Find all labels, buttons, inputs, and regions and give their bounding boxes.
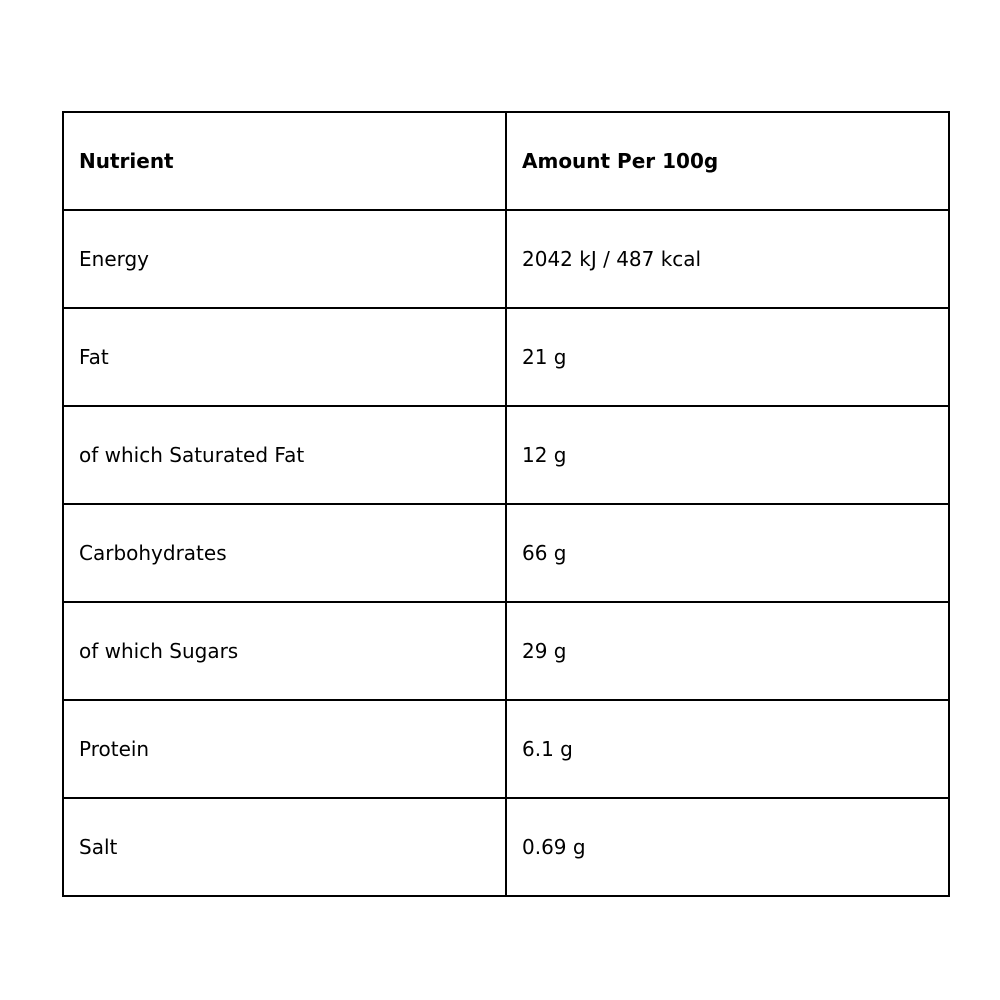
amount-cell: 29 g bbox=[506, 602, 949, 700]
amount-cell: 6.1 g bbox=[506, 700, 949, 798]
amount-cell: 0.69 g bbox=[506, 798, 949, 896]
nutrient-cell: of which Saturated Fat bbox=[63, 406, 506, 504]
table-row bbox=[63, 210, 949, 308]
nutrient-cell: Carbohydrates bbox=[63, 504, 506, 602]
table-row bbox=[63, 504, 949, 602]
table-row bbox=[63, 798, 949, 896]
nutrient-cell: Salt bbox=[63, 798, 506, 896]
nutrient-cell: Fat bbox=[63, 308, 506, 406]
nutrient-cell: Energy bbox=[63, 210, 506, 308]
table-row bbox=[63, 308, 949, 406]
amount-cell: 2042 kJ / 487 kcal bbox=[506, 210, 949, 308]
nutrient-cell: of which Sugars bbox=[63, 602, 506, 700]
header-nutrient: Nutrient bbox=[63, 112, 506, 210]
table-row bbox=[63, 406, 949, 504]
amount-cell: 12 g bbox=[506, 406, 949, 504]
table-row bbox=[63, 602, 949, 700]
amount-cell: 66 g bbox=[506, 504, 949, 602]
nutrition-table bbox=[62, 111, 950, 897]
table-header-row bbox=[63, 112, 949, 210]
header-amount: Amount Per 100g bbox=[506, 112, 949, 210]
nutrient-cell: Protein bbox=[63, 700, 506, 798]
amount-cell: 21 g bbox=[506, 308, 949, 406]
table-row bbox=[63, 700, 949, 798]
